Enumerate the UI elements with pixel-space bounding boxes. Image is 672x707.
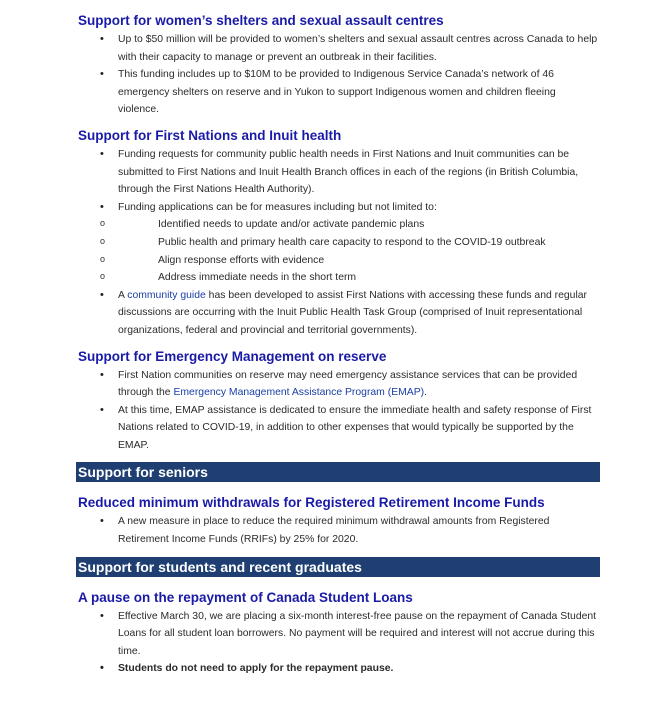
section-student-loans [78, 589, 598, 678]
bullet-item: • At this time, EMAP assistance is dedicated to ensure the immediate health and safety response of First Nations related to COVID-19, in addition to other expenses that would typically be supported by the EMAP. [78, 402, 598, 455]
sub-bullet-list [78, 216, 598, 286]
section-womens-shelters [78, 12, 598, 119]
heading-student-loans: A pause on the repayment of Canada Student Loans [78, 589, 413, 605]
bullet-list [78, 513, 598, 548]
heading-first-nations-inuit-health: Support for First Nations and Inuit health [78, 127, 342, 143]
section-first-nations-inuit-health [78, 127, 598, 340]
heading-rrif: Reduced minimum withdrawals for Registered Retirement Income Funds [78, 495, 545, 511]
bullet-list [78, 608, 598, 678]
bullet-item: • A new measure in place to reduce the required minimum withdrawal amounts from Registered Retirement Income Funds (RRIFs) by 25% for 2020. [78, 513, 598, 548]
heading-emergency-management: Support for Emergency Management on reserve [78, 348, 387, 364]
band-support-for-seniors: Support for seniors [76, 462, 600, 482]
emap-link[interactable]: Emergency Management Assistance Program (EMAP) [173, 387, 425, 399]
bullet-item [78, 199, 598, 287]
sub-bullet-item: o Address immediate needs in the short term [78, 269, 598, 287]
bullet-text-prefix: First Nation communities on reserve may need emergency assistance services that can be provided through the [118, 369, 578, 399]
bullet-item: • Students do not need to apply for the repayment pause. [78, 660, 598, 678]
band-support-for-students: Support for students and recent graduates [76, 557, 600, 577]
bullet-text-suffix: . [424, 387, 427, 399]
bullet-list [78, 31, 598, 119]
document-page [78, 12, 598, 686]
bullet-item [78, 367, 598, 402]
bullet-text: Funding applications can be for measures including but not limited to: [118, 201, 437, 213]
heading-womens-shelters: Support for women’s shelters and sexual assault centres [78, 13, 444, 28]
bullet-item: • This funding includes up to $10M to be provided to Indigenous Service Canada’s network of 46 emergency shelters on reserve and in Yukon to support Indigenous women and children fleeing violence. [78, 66, 598, 119]
bullet-item: • Up to $50 million will be provided to women’s shelters and sexual assault centres across Canada to help with their capacity to manage or prevent an outbreak in their facilities. [78, 31, 598, 66]
sub-bullet-item: o Identified needs to update and/or activate pandemic plans [78, 216, 598, 234]
bullet-item: • Funding requests for community public health needs in First Nations and Inuit communities can be submitted to First Nations and Inuit Health Branch offices in each of the regions (in British Columbia, through the First Nations Health Authority). [78, 146, 598, 199]
bullet-item [78, 287, 598, 340]
community-guide-link[interactable]: community guide [127, 289, 206, 301]
bullet-list [78, 367, 598, 455]
sub-bullet-item: o Align response efforts with evidence [78, 252, 598, 270]
sub-bullet-item: o Public health and primary health care capacity to respond to the COVID-19 outbreak [78, 234, 598, 252]
bullet-list [78, 146, 598, 340]
bullet-text-suffix: has been developed to assist First Nations with accessing these funds and regular discussions are occurring with the Inuit Public Health Task Group (comprised of Inuit representational organizations, federal and provincial and territorial governments). [118, 289, 588, 336]
bullet-text-prefix: A [118, 289, 128, 301]
section-emergency-management [78, 348, 598, 455]
section-rrif [78, 494, 598, 548]
bullet-item: • Effective March 30, we are placing a six-month interest-free pause on the repayment of Canada Student Loans for all student loan borrowers. No payment will be required and interest will not accrue during this time. [78, 608, 598, 661]
